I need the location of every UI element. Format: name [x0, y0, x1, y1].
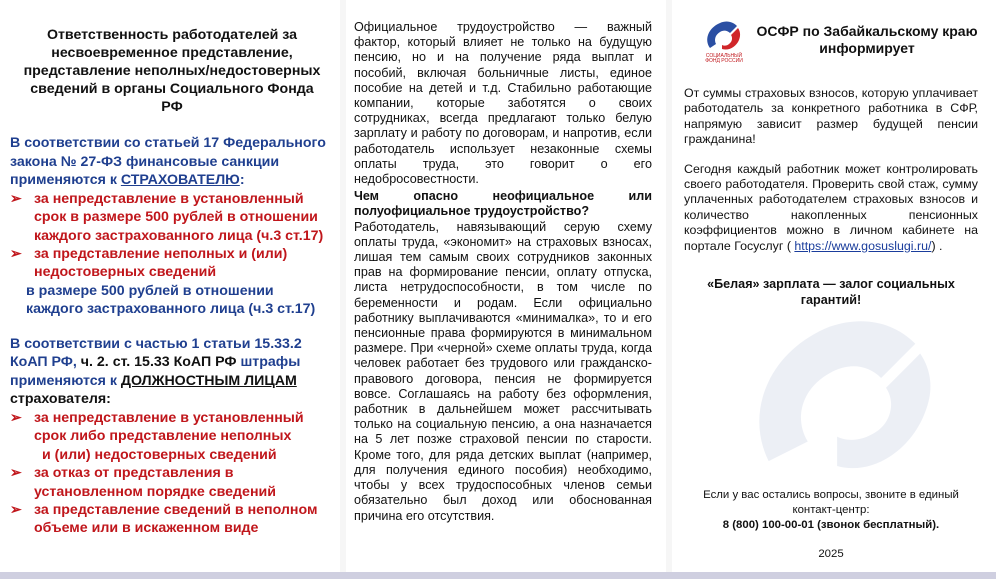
bullet-arrow-icon: ➢	[10, 502, 22, 519]
colon: :	[239, 172, 245, 189]
sanction-item-incomplete-text: за представление неполных и (или) недостоверных сведений	[34, 246, 288, 281]
official-item-distorted	[10, 501, 330, 538]
gosuslugi-link[interactable]: https://www.gosuslugi.ru/	[794, 238, 932, 253]
insurer-term: СТРАХОВАТЕЛЮ	[120, 172, 240, 189]
year-label: 2025	[818, 548, 844, 560]
sanction-item-late	[10, 190, 330, 245]
insurer-suffix: страхователя:	[10, 391, 111, 408]
official-item-late-text: за непредставление в установленный срок либо представление неполных	[34, 410, 304, 445]
bullet-arrow-icon: ➢	[10, 246, 22, 262]
contact-phone: 8 (800) 100-00-01 (звонок бесплатный).	[722, 519, 940, 531]
sanction-item-incomplete-amount: в размере 500 рублей в отношении каждого застрахованного лица (ч.3 ст.17)	[26, 282, 316, 318]
column-sfr-info	[672, 0, 996, 572]
sfr-logo-text: СОЦИАЛЬНЫЙ ФОНД РОССИИ	[705, 53, 743, 64]
sfr-logo-icon	[702, 18, 746, 54]
white-salary-slogan: «Белая» зарплата — залог социальных гарантий!	[707, 277, 955, 308]
official-item-late	[10, 409, 330, 446]
koap-fines-text: штрафы применяются к	[10, 354, 301, 389]
official-employment-paragraph: Официальное трудоустройство — важный фактор, который влияет не только на будущую пенсию, но и на получение ряда выплат и пособий, включая больничные листы, единое пособие на детей и т.д. Стабильно работающие компании, которые заботятся о своих сотрудниках, всегда предлагают только белую зарплату и работу по договорам, и напротив, если работодатель использует незаконные схемы оплаты труда, это говорит о его недобросовестности.	[354, 20, 652, 187]
sfr-header	[684, 14, 978, 66]
official-item-distorted-text: за представление сведений в неполном объеме или в искаженном виде	[34, 502, 318, 537]
bottom-edge	[0, 572, 996, 579]
sanction-item-incomplete	[10, 245, 330, 282]
official-item-refusal	[10, 464, 330, 501]
column-employment	[346, 0, 666, 572]
koap-intro-text: В соответствии с частью 1 статьи 15.33.2 КоАП РФ,	[10, 335, 302, 371]
contributions-paragraph: От суммы страховых взносов, которую уплачивает работодатель за конкретного работника в СФР, напрямую зависит размер будущей пенсии гражданина!	[684, 86, 978, 147]
contact-line: Если у вас остались вопросы, звоните в единый контакт-центр:	[703, 489, 959, 516]
fz27-intro-text: В соответствии со статьей 17 Федерального закона № 27-ФЗ финансовые санкции применяются к	[10, 135, 326, 189]
sfr-watermark-icon	[712, 290, 972, 510]
bullet-arrow-icon: ➢	[10, 465, 22, 482]
grey-scheme-paragraph: Работодатель, навязывающий серую схему оплаты труда, «экономит» на страховых взносах, лишая тем самым своих сотрудников законных прав на формирование пенсии, оплату отпуска, листа нетрудоспособности, в том числе по беременности и родам. Если официально работнику выплачиваются «минималка», то и его пенсионные права формируются в минимальном размере. При «черной» схеме оплаты труда, когда человек работает без трудового или гражданско-правового договора, пенсия не формируется вовсе. Соглашаясь на работу без оформления, работник в дальнейшем может рассчитывать только на социальную пенсию, а она назначается на 5 лет позже страховой пенсии по старости. Кроме того, для ряда детских выплат (например, для получения единого пособия) необходимо, чтобы у всех трудоспособных членов семьи обязательно был доход или обоснованная причина его отсутствия.	[354, 219, 652, 523]
section-koap-intro	[10, 335, 330, 409]
bullet-arrow-icon: ➢	[10, 410, 22, 426]
official-item-refusal-text: за отказ от представления в установленном порядке сведений	[34, 465, 276, 500]
control-paragraph-text: Сегодня каждый работник может контролировать своего работодателя. Проверить свой стаж, сумму уплаченных работодателем страховых взносов и количество накопленных пенсионных коэффициентов можно в личном кабинете на портале Госуслуг (	[684, 161, 978, 253]
control-paragraph-end: ) .	[931, 238, 943, 253]
column-sanctions	[0, 0, 340, 572]
official-item-late-tail: и (или) недостоверных сведений	[42, 446, 277, 463]
sanction-item-late-text: за непредставление в установленный срок в размере 500 рублей в отношении каждого застрахованного лица (ч.3 ст.17)	[34, 190, 324, 244]
koap-article: ч. 2. ст. 15.33 КоАП РФ	[80, 354, 237, 371]
bullet-arrow-icon: ➢	[10, 190, 22, 207]
danger-heading: Чем опасно неофициальное или полуофициальное трудоустройство?	[354, 189, 652, 219]
contact-block	[684, 488, 978, 533]
sfr-header-title: ОСФР по Забайкальскому краю информирует	[756, 23, 978, 56]
sanctions-title: Ответственность работодателей за несвоевременное представление, представление неполных/недостоверных сведений в органы Социального Фонда РФ	[23, 27, 321, 115]
officials-term: ДОЛЖНОСТНЫМ ЛИЦАМ	[120, 372, 297, 389]
sfr-logo	[702, 18, 746, 62]
control-paragraph	[684, 162, 978, 254]
section-fz27-intro	[10, 134, 330, 190]
